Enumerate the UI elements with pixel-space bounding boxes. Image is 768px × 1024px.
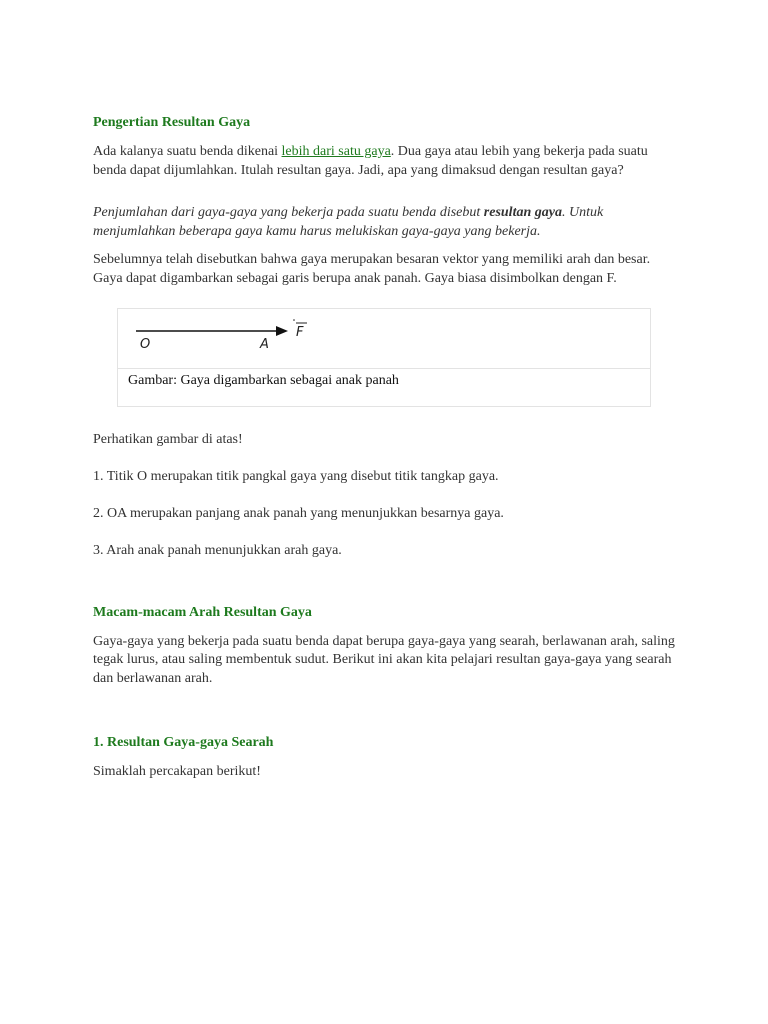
vector-paragraph: Sebelumnya telah disebutkan bahwa gaya merupakan besaran vektor yang memiliki arah dan besar. Gaya dapat digambarkan sebagai garis berupa anak panah. Gaya biasa disimbolkan dengan F. — [93, 252, 651, 286]
definition-text-start: Penjumlahan dari gaya-gaya yang bekerja pada suatu benda disebut — [93, 205, 484, 220]
link-lebih-dari-satu-gaya[interactable]: lebih dari satu gaya — [281, 144, 391, 159]
vector-dot — [293, 319, 295, 321]
intro-text-end: . Dua gaya atau lebih yang bekerja pada suatu benda dapat dijumlahkan. Itulah resultan gaya. Jadi, apa yang dimaksud dengan resultan gaya? — [93, 144, 648, 178]
figure-drawing — [118, 309, 650, 369]
figure-caption: Gambar: Gaya digambarkan sebagai anak panah — [128, 373, 399, 388]
force-arrow-figure — [117, 308, 651, 407]
document-page — [93, 113, 683, 782]
force-arrow-diagram — [118, 309, 650, 368]
arrow-head — [276, 326, 288, 336]
intro-text-start: Ada kalanya suatu benda dikenai — [93, 144, 282, 159]
intro-paragraph — [93, 143, 683, 180]
label-o: O — [140, 337, 151, 352]
section-heading-searah: 1. Resultan Gaya-gaya Searah — [93, 735, 274, 750]
label-a: A — [260, 337, 269, 352]
list-item: 1. Titik O merupakan titik pangkal gaya yang disebut titik tangkap gaya. — [93, 469, 499, 484]
section-heading-pengertian: Pengertian Resultan Gaya — [93, 115, 251, 130]
list-item: 3. Arah anak panah menunjukkan arah gaya. — [93, 543, 342, 558]
section-heading-macam-arah: Macam-macam Arah Resultan Gaya — [93, 604, 312, 620]
direction-paragraph: Gaya-gaya yang bekerja pada suatu benda dapat berupa gaya-gaya yang searah, berlawanan arah, saling tegak lurus, atau saling membentuk sudut. Berikut ini akan kita pelajari resultan gaya-gaya yang searah dan berlawanan arah. — [93, 633, 675, 686]
observe-instruction: Perhatikan gambar di atas! — [93, 432, 243, 447]
conversation-intro: Simaklah percakapan berikut! — [93, 764, 261, 779]
definition-text-end: . Untuk menjumlahkan beberapa gaya kamu harus melukiskan gaya-gaya yang bekerja. — [93, 205, 604, 239]
list-item: 2. OA merupakan panjang anak panah yang menunjukkan besarnya gaya. — [93, 506, 504, 521]
definition-paragraph — [93, 204, 683, 241]
definition-term: resultan gaya — [483, 205, 562, 220]
label-f: F — [296, 325, 304, 340]
